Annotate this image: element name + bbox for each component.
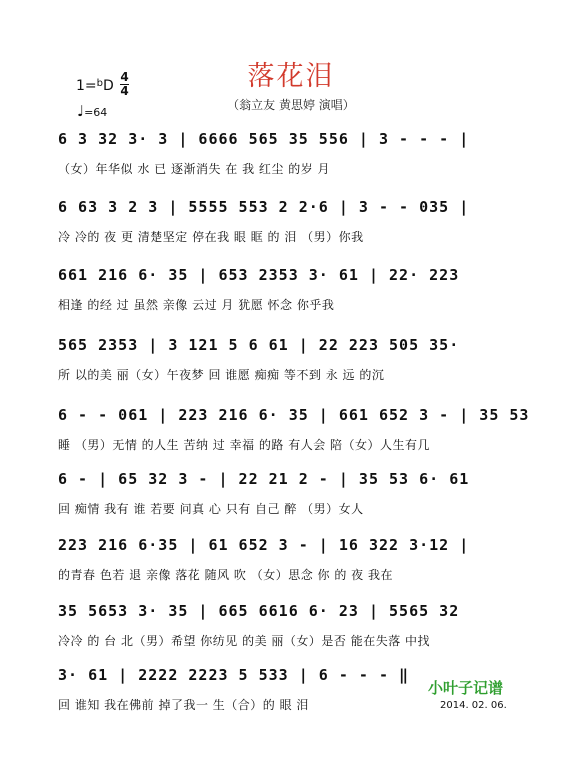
notation-line: 6 3 32 3· 3 | 6666 565 35 556 | 3 - - - | (58, 130, 470, 148)
notation-line: 661 216 6· 35 | 653 2353 3· 61 | 22· 223 (58, 266, 460, 284)
transcription-date: 2014. 02. 06. (440, 700, 507, 711)
singers-credit: （翁立友 黄思婷 演唱） (227, 98, 355, 112)
key-signature (76, 78, 114, 94)
lyric-line: 回 谁知 我在佛前 掉了我一 生（合）的 眼 泪 (58, 698, 309, 712)
notation-line: 3· 61 | 2222 2223 5 533 | 6 - - - ‖ (58, 666, 410, 684)
quarter-note-icon: ♩ (77, 102, 85, 120)
tempo-marking (77, 102, 107, 120)
lyric-line: 的青春 色若 退 亲像 落花 随风 吹 （女）思念 你 的 夜 我在 (58, 568, 393, 582)
lyric-line: 冷冷 的 台 北（男）希望 你纺见 的美 丽（女）是否 能在失落 中找 (58, 634, 431, 648)
notation-line: 6 63 3 2 3 | 5555 553 2 2·6 | 3 - - 035 | (58, 198, 470, 216)
lyric-line: 冷 冷的 夜 更 清楚坚定 停在我 眼 眶 的 泪 （男）你我 (58, 230, 364, 244)
key-prefix: 1= (76, 78, 97, 94)
notation-line: 6 - | 65 32 3 - | 22 21 2 - | 35 53 6· 61 (58, 470, 470, 488)
notation-line: 565 2353 | 3 121 5 6 61 | 22 223 505 35· (58, 336, 460, 354)
meter-bottom: 4 (120, 84, 129, 98)
lyric-line: 相逢 的经 过 虽然 亲像 云过 月 犹愿 怀念 你乎我 (58, 298, 335, 312)
meter-top: 4 (120, 70, 129, 84)
key-note: D (103, 78, 114, 94)
lyric-line: 回 痴情 我有 谁 若要 问真 心 只有 自己 醉 （男）女人 (58, 502, 364, 516)
lyric-line: 睡 （男）无情 的人生 苦纳 过 幸福 的路 有人会 陪（女）人生有几 (58, 438, 431, 452)
lyric-line: （女）年华似 水 已 逐渐消失 在 我 红尘 的岁 月 (58, 162, 331, 176)
time-signature (120, 72, 129, 97)
notation-line: 223 216 6·35 | 61 652 3 - | 16 322 3·12 | (58, 536, 470, 554)
lyric-line: 所 以的美 丽（女）午夜梦 回 谁愿 痴痴 等不到 永 远 的沉 (58, 368, 385, 382)
song-title: 落花泪 (247, 61, 335, 92)
key-flat: b (96, 78, 103, 89)
tempo-value: =64 (84, 106, 108, 119)
notation-line: 6 - - 061 | 223 216 6· 35 | 661 652 3 - | 35 53 (58, 406, 530, 424)
transcriber-brand: 小叶子记谱 (428, 679, 504, 697)
notation-line: 35 5653 3· 35 | 665 6616 6· 23 | 5565 32 (58, 602, 460, 620)
